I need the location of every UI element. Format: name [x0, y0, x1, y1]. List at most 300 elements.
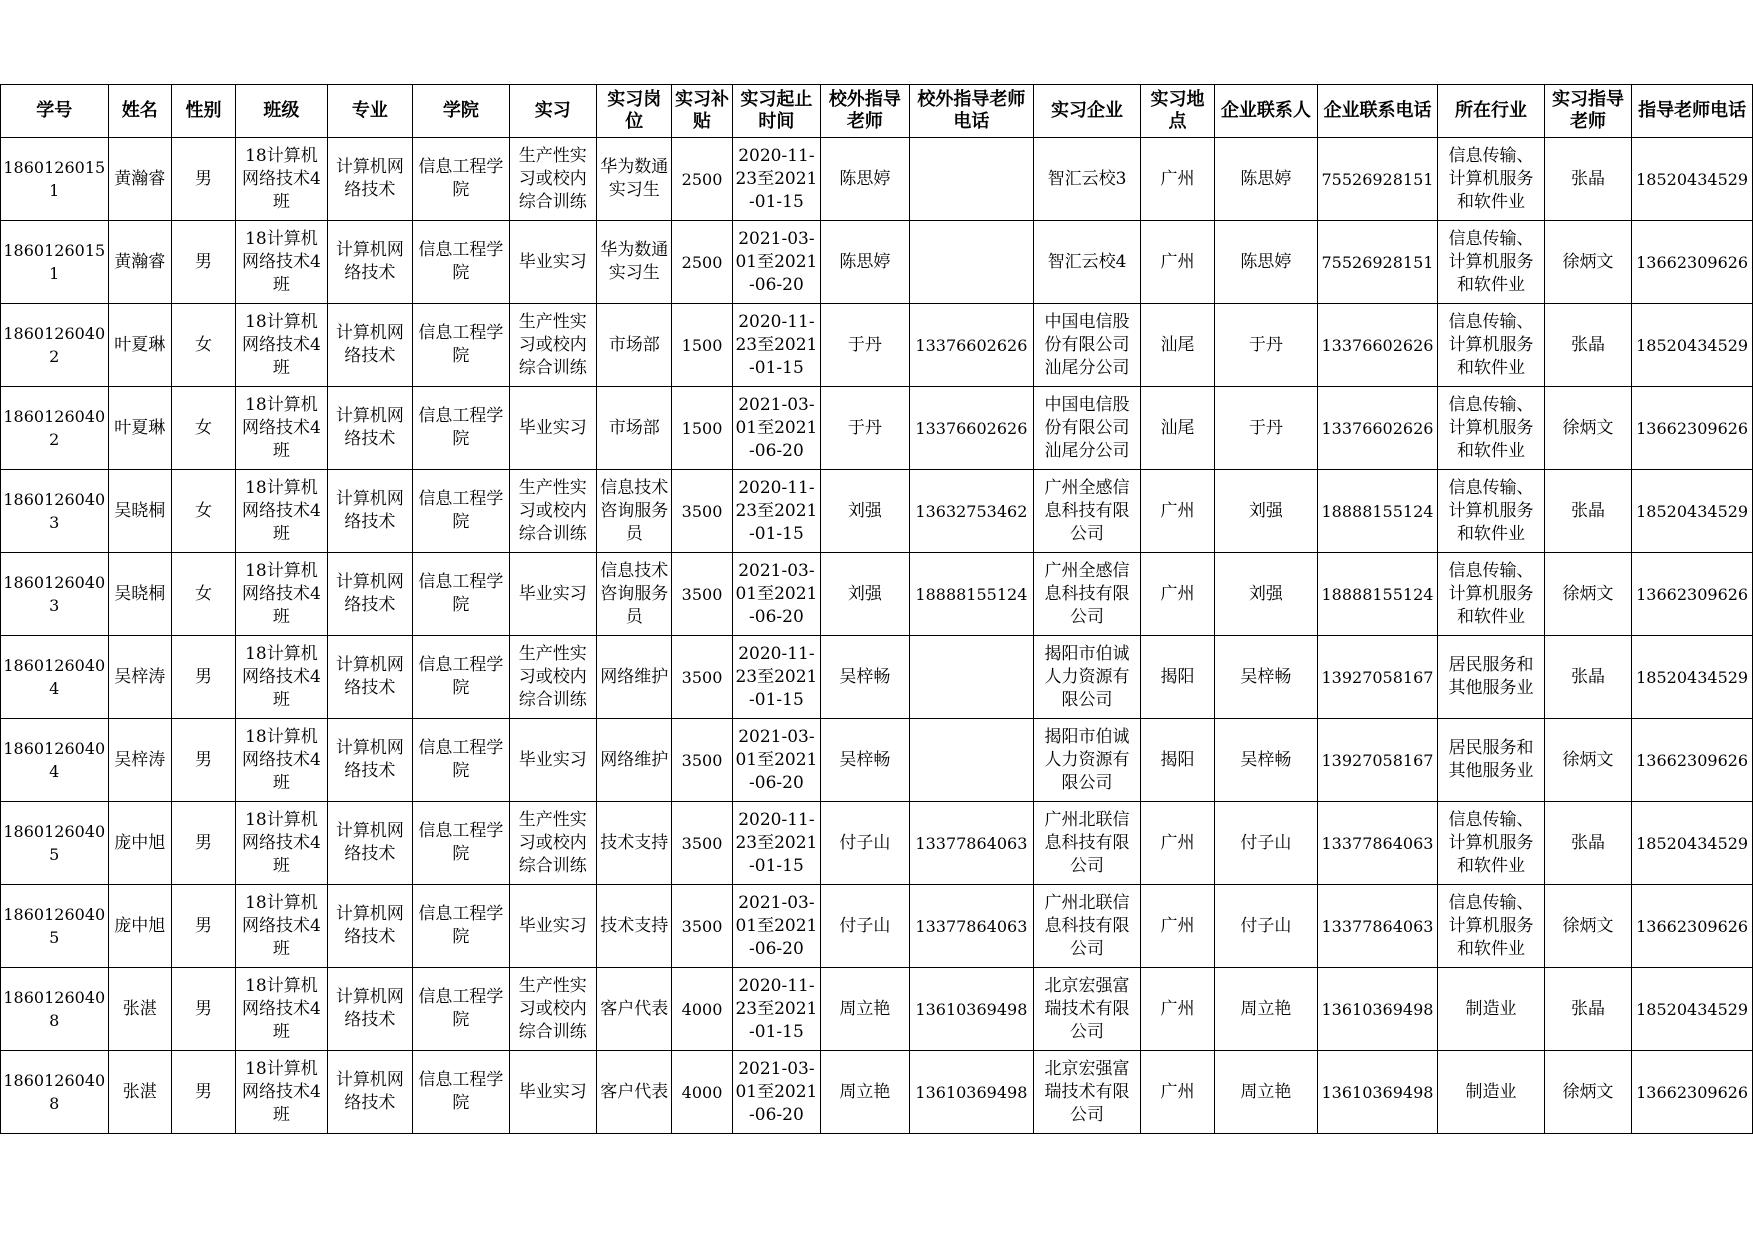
cell-subsidy [672, 1051, 732, 1134]
cell-major-text: 计算机网络技术 [335, 987, 404, 1030]
cell-advisor-text: 徐炳文 [1562, 1081, 1614, 1102]
cell-location-text: 揭阳 [1160, 666, 1195, 687]
table-row [1, 553, 1753, 636]
cell-period [732, 636, 820, 719]
cell-position [597, 138, 672, 221]
cell-period-text: 2020-11-23至2021-01-15 [735, 145, 818, 212]
cell-period [732, 802, 820, 885]
cell-company [1034, 470, 1141, 553]
cell-industry-text: 制造业 [1465, 998, 1517, 1019]
cell-external-advisor-phone-text: 13632753462 [915, 501, 1028, 521]
cell-company-contact-text: 刘强 [1248, 583, 1283, 604]
cell-class [236, 636, 327, 719]
cell-name [108, 885, 171, 968]
cell-company-text: 揭阳市伯诚人力资源有限公司 [1044, 726, 1130, 793]
cell-advisor-text: 张晶 [1571, 334, 1606, 355]
cell-class [236, 802, 327, 885]
cell-college [413, 719, 509, 802]
cell-name-text: 张湛 [122, 998, 157, 1019]
cell-industry [1438, 553, 1545, 636]
header-internship: 实习 [509, 85, 596, 138]
cell-major-text: 计算机网络技术 [335, 240, 404, 283]
cell-internship-type-text: 毕业实习 [518, 915, 587, 936]
cell-external-advisor-phone-text: 13610369498 [915, 1082, 1028, 1102]
cell-industry-text: 居民服务和其他服务业 [1448, 738, 1534, 781]
cell-location-text: 广州 [1160, 168, 1195, 189]
cell-major-text: 计算机网络技术 [335, 323, 404, 366]
cell-external-advisor [821, 802, 909, 885]
cell-subsidy [672, 470, 732, 553]
cell-major-text: 计算机网络技术 [335, 489, 404, 532]
cell-internship-type-text: 生产性实习或校内综合训练 [518, 311, 587, 378]
cell-company [1034, 138, 1141, 221]
cell-internship-type [509, 719, 596, 802]
cell-company-phone [1317, 885, 1438, 968]
cell-position [597, 968, 672, 1051]
cell-company-contact-text: 周立艳 [1240, 1081, 1292, 1102]
cell-location [1140, 221, 1214, 304]
cell-external-advisor-phone [909, 304, 1034, 387]
cell-position [597, 719, 672, 802]
cell-major [327, 636, 412, 719]
cell-student-id-text: 18601260408 [3, 988, 106, 1030]
cell-major [327, 885, 412, 968]
cell-subsidy [672, 304, 732, 387]
cell-external-advisor [821, 387, 909, 470]
cell-subsidy-text: 3500 [681, 584, 723, 604]
cell-company-phone-text: 75526928151 [1321, 169, 1434, 189]
cell-period-text: 2021-03-01至2021-06-20 [735, 560, 818, 627]
cell-external-advisor-phone [909, 138, 1034, 221]
cell-company-phone-text: 13610369498 [1321, 999, 1434, 1019]
cell-student-id-text: 18601260405 [3, 905, 106, 947]
cell-college-text: 信息工程学院 [418, 904, 504, 947]
cell-class-text: 18计算机网络技术4班 [242, 311, 321, 378]
cell-gender [171, 553, 235, 636]
cell-external-advisor-text: 陈思婷 [839, 168, 891, 189]
cell-gender-text: 女 [195, 334, 213, 355]
cell-advisor-phone [1632, 304, 1753, 387]
cell-advisor-phone [1632, 968, 1753, 1051]
cell-student-id [1, 636, 109, 719]
cell-college-text: 信息工程学院 [418, 406, 504, 449]
cell-industry [1438, 387, 1545, 470]
cell-major [327, 968, 412, 1051]
cell-company-contact [1215, 304, 1318, 387]
cell-industry-text: 信息传输、计算机服务和软件业 [1448, 311, 1534, 378]
cell-major [327, 553, 412, 636]
cell-period-text: 2021-03-01至2021-06-20 [735, 726, 818, 793]
cell-industry-text: 制造业 [1465, 1081, 1517, 1102]
cell-major [327, 304, 412, 387]
cell-gender-text: 男 [195, 749, 213, 770]
cell-advisor-phone-text: 18520434529 [1636, 335, 1749, 355]
cell-internship-type [509, 1051, 596, 1134]
cell-internship-type [509, 304, 596, 387]
cell-student-id-text: 18601260404 [3, 739, 106, 781]
cell-company-text: 智汇云校4 [1047, 251, 1127, 272]
cell-external-advisor [821, 553, 909, 636]
cell-name [108, 221, 171, 304]
cell-major-text: 计算机网络技术 [335, 1070, 404, 1113]
cell-external-advisor-text: 付子山 [839, 832, 891, 853]
cell-name-text: 吴晓桐 [114, 500, 166, 521]
cell-advisor [1544, 968, 1631, 1051]
cell-company-contact [1215, 802, 1318, 885]
cell-period [732, 719, 820, 802]
table-row [1, 304, 1753, 387]
cell-class-text: 18计算机网络技术4班 [242, 726, 321, 793]
cell-gender-text: 女 [195, 417, 213, 438]
cell-advisor-phone [1632, 885, 1753, 968]
cell-college-text: 信息工程学院 [418, 489, 504, 532]
cell-major [327, 1051, 412, 1134]
cell-external-advisor-phone [909, 553, 1034, 636]
cell-major-text: 计算机网络技术 [335, 738, 404, 781]
table-row [1, 636, 1753, 719]
cell-company-text: 智汇云校3 [1047, 168, 1127, 189]
cell-name-text: 叶夏琳 [114, 334, 166, 355]
cell-period [732, 553, 820, 636]
cell-name [108, 470, 171, 553]
cell-location [1140, 968, 1214, 1051]
cell-college [413, 968, 509, 1051]
cell-advisor-phone-text: 13662309626 [1636, 1082, 1749, 1102]
cell-location [1140, 802, 1214, 885]
cell-location [1140, 553, 1214, 636]
cell-major-text: 计算机网络技术 [335, 655, 404, 698]
cell-class-text: 18计算机网络技术4班 [242, 477, 321, 544]
cell-company-contact-text: 陈思婷 [1240, 251, 1292, 272]
cell-company [1034, 1051, 1141, 1134]
cell-location [1140, 1051, 1214, 1134]
cell-subsidy [672, 968, 732, 1051]
cell-advisor-text: 徐炳文 [1562, 749, 1614, 770]
cell-internship-type-text: 毕业实习 [518, 417, 587, 438]
cell-position-text: 客户代表 [600, 1081, 669, 1102]
cell-company-contact-text: 于丹 [1248, 417, 1283, 438]
cell-period [732, 221, 820, 304]
cell-industry-text: 信息传输、计算机服务和软件业 [1448, 145, 1534, 212]
cell-period [732, 304, 820, 387]
cell-company [1034, 221, 1141, 304]
cell-company [1034, 304, 1141, 387]
cell-gender-text: 男 [195, 998, 213, 1019]
cell-internship-type [509, 387, 596, 470]
cell-internship-type [509, 968, 596, 1051]
cell-external-advisor-text: 于丹 [847, 334, 882, 355]
cell-major [327, 138, 412, 221]
cell-position [597, 387, 672, 470]
cell-college [413, 470, 509, 553]
header-major: 专业 [327, 85, 412, 138]
cell-student-id-text: 18601260403 [3, 490, 106, 532]
cell-gender [171, 719, 235, 802]
cell-name-text: 张湛 [122, 1081, 157, 1102]
table-row [1, 885, 1753, 968]
cell-external-advisor [821, 221, 909, 304]
cell-external-advisor [821, 968, 909, 1051]
cell-college [413, 387, 509, 470]
cell-gender-text: 女 [195, 500, 213, 521]
cell-position [597, 1051, 672, 1134]
table-row [1, 221, 1753, 304]
cell-subsidy-text: 3500 [681, 916, 723, 936]
cell-gender-text: 男 [195, 168, 213, 189]
cell-major-text: 计算机网络技术 [335, 572, 404, 615]
cell-company-contact-text: 付子山 [1240, 832, 1292, 853]
cell-period-text: 2021-03-01至2021-06-20 [735, 892, 818, 959]
cell-college-text: 信息工程学院 [418, 987, 504, 1030]
cell-major [327, 221, 412, 304]
cell-subsidy [672, 802, 732, 885]
cell-class [236, 470, 327, 553]
cell-advisor-phone-text: 18520434529 [1636, 667, 1749, 687]
cell-college [413, 885, 509, 968]
cell-period [732, 138, 820, 221]
cell-company-phone-text: 13376602626 [1321, 418, 1434, 438]
table-row [1, 802, 1753, 885]
cell-company [1034, 968, 1141, 1051]
cell-industry-text: 信息传输、计算机服务和软件业 [1448, 892, 1534, 959]
cell-external-advisor-phone [909, 387, 1034, 470]
cell-name-text: 庞中旭 [114, 832, 166, 853]
cell-student-id [1, 553, 109, 636]
cell-industry [1438, 719, 1545, 802]
cell-college [413, 802, 509, 885]
cell-period-text: 2020-11-23至2021-01-15 [735, 809, 818, 876]
cell-external-advisor-phone-text: 13377864063 [915, 833, 1028, 853]
cell-class-text: 18计算机网络技术4班 [242, 145, 321, 212]
cell-external-advisor [821, 636, 909, 719]
table-row [1, 387, 1753, 470]
cell-external-advisor-phone-text: 18888155124 [915, 584, 1028, 604]
cell-position [597, 802, 672, 885]
cell-company-contact [1215, 138, 1318, 221]
cell-internship-type [509, 221, 596, 304]
cell-position [597, 885, 672, 968]
cell-internship-type-text: 毕业实习 [518, 749, 587, 770]
cell-internship-type [509, 553, 596, 636]
cell-college [413, 221, 509, 304]
cell-external-advisor-phone-text: 13376602626 [915, 418, 1028, 438]
cell-name [108, 968, 171, 1051]
cell-advisor-phone-text: 18520434529 [1636, 501, 1749, 521]
cell-class-text: 18计算机网络技术4班 [242, 975, 321, 1042]
cell-subsidy [672, 138, 732, 221]
header-industry: 所在行业 [1438, 85, 1545, 138]
cell-industry-text: 信息传输、计算机服务和软件业 [1448, 560, 1534, 627]
cell-position-text: 市场部 [608, 334, 660, 355]
header-company: 实习企业 [1034, 85, 1141, 138]
cell-class-text: 18计算机网络技术4班 [242, 643, 321, 710]
cell-student-id-text: 18601260151 [3, 158, 106, 200]
cell-industry-text: 信息传输、计算机服务和软件业 [1448, 228, 1534, 295]
cell-subsidy-text: 3500 [681, 501, 723, 521]
cell-class-text: 18计算机网络技术4班 [242, 809, 321, 876]
cell-gender [171, 1051, 235, 1134]
cell-location-text: 广州 [1160, 1081, 1195, 1102]
cell-student-id [1, 470, 109, 553]
cell-location-text: 广州 [1160, 251, 1195, 272]
cell-location-text: 广州 [1160, 500, 1195, 521]
cell-gender [171, 138, 235, 221]
cell-industry-text: 居民服务和其他服务业 [1448, 655, 1534, 698]
cell-company-contact [1215, 470, 1318, 553]
cell-advisor-phone [1632, 470, 1753, 553]
cell-position [597, 553, 672, 636]
cell-college-text: 信息工程学院 [418, 1070, 504, 1113]
cell-student-id [1, 1051, 109, 1134]
cell-industry-text: 信息传输、计算机服务和软件业 [1448, 809, 1534, 876]
cell-subsidy-text: 4000 [681, 999, 723, 1019]
cell-location [1140, 470, 1214, 553]
cell-company-text: 北京宏强富瑞技术有限公司 [1044, 975, 1130, 1042]
cell-company-phone-text: 13927058167 [1321, 667, 1434, 687]
cell-location [1140, 138, 1214, 221]
cell-company-contact-text: 付子山 [1240, 915, 1292, 936]
cell-company-contact [1215, 387, 1318, 470]
cell-student-id [1, 304, 109, 387]
cell-name-text: 黄瀚睿 [114, 251, 166, 272]
cell-college-text: 信息工程学院 [418, 572, 504, 615]
cell-name [108, 304, 171, 387]
cell-name-text: 吴晓桐 [114, 583, 166, 604]
cell-position [597, 221, 672, 304]
cell-external-advisor [821, 138, 909, 221]
cell-advisor-text: 张晶 [1571, 998, 1606, 1019]
cell-company-phone [1317, 802, 1438, 885]
cell-location-text: 广州 [1160, 583, 1195, 604]
cell-class [236, 138, 327, 221]
cell-gender-text: 男 [195, 251, 213, 272]
cell-name [108, 636, 171, 719]
cell-company-text: 广州北联信息科技有限公司 [1044, 892, 1130, 959]
cell-internship-type-text: 生产性实习或校内综合训练 [518, 643, 587, 710]
cell-internship-type [509, 885, 596, 968]
cell-internship-type-text: 毕业实习 [518, 1081, 587, 1102]
cell-company-text: 北京宏强富瑞技术有限公司 [1044, 1058, 1130, 1125]
cell-industry [1438, 221, 1545, 304]
cell-advisor-phone-text: 13662309626 [1636, 252, 1749, 272]
cell-company-contact [1215, 719, 1318, 802]
cell-advisor-phone [1632, 138, 1753, 221]
header-position: 实习岗位 [597, 85, 672, 138]
cell-internship-type-text: 生产性实习或校内综合训练 [518, 145, 587, 212]
table-row [1, 1051, 1753, 1134]
cell-student-id-text: 18601260402 [3, 324, 106, 366]
cell-company-contact-text: 周立艳 [1240, 998, 1292, 1019]
cell-company [1034, 636, 1141, 719]
cell-position [597, 470, 672, 553]
cell-period [732, 1051, 820, 1134]
cell-advisor-phone [1632, 802, 1753, 885]
cell-industry-text: 信息传输、计算机服务和软件业 [1448, 394, 1534, 461]
cell-class [236, 719, 327, 802]
cell-company-phone [1317, 636, 1438, 719]
cell-company-phone [1317, 304, 1438, 387]
cell-name [108, 802, 171, 885]
cell-gender [171, 304, 235, 387]
cell-name [108, 553, 171, 636]
cell-advisor-phone [1632, 221, 1753, 304]
cell-subsidy [672, 719, 732, 802]
cell-advisor [1544, 470, 1631, 553]
cell-position-text: 技术支持 [600, 915, 669, 936]
header-subsidy: 实习补贴 [672, 85, 732, 138]
header-row [1, 85, 1753, 138]
cell-advisor-text: 张晶 [1571, 500, 1606, 521]
cell-class [236, 553, 327, 636]
cell-company-phone-text: 13377864063 [1321, 916, 1434, 936]
cell-external-advisor-phone [909, 1051, 1034, 1134]
cell-company-text: 广州北联信息科技有限公司 [1044, 809, 1130, 876]
cell-external-advisor-phone [909, 802, 1034, 885]
cell-name-text: 叶夏琳 [114, 417, 166, 438]
cell-location [1140, 304, 1214, 387]
cell-college [413, 553, 509, 636]
cell-company-phone [1317, 138, 1438, 221]
cell-internship-type [509, 636, 596, 719]
cell-name [108, 387, 171, 470]
cell-class-text: 18计算机网络技术4班 [242, 1058, 321, 1125]
cell-company-phone [1317, 470, 1438, 553]
cell-company-phone [1317, 719, 1438, 802]
cell-class-text: 18计算机网络技术4班 [242, 892, 321, 959]
cell-advisor [1544, 885, 1631, 968]
cell-subsidy [672, 387, 732, 470]
cell-advisor [1544, 138, 1631, 221]
cell-position-text: 信息技术咨询服务员 [600, 560, 669, 627]
cell-college-text: 信息工程学院 [418, 157, 504, 200]
cell-company-contact [1215, 968, 1318, 1051]
cell-period-text: 2021-03-01至2021-06-20 [735, 228, 818, 295]
cell-subsidy-text: 3500 [681, 667, 723, 687]
cell-gender-text: 女 [195, 583, 213, 604]
cell-internship-type-text: 生产性实习或校内综合训练 [518, 975, 587, 1042]
cell-major-text: 计算机网络技术 [335, 406, 404, 449]
cell-industry [1438, 802, 1545, 885]
cell-student-id [1, 387, 109, 470]
table-row [1, 968, 1753, 1051]
cell-period-text: 2020-11-23至2021-01-15 [735, 975, 818, 1042]
cell-external-advisor-text: 陈思婷 [839, 251, 891, 272]
header-external-advisor: 校外指导老师 [821, 85, 909, 138]
cell-company-phone [1317, 221, 1438, 304]
cell-position-text: 华为数通实习生 [600, 240, 669, 283]
cell-subsidy-text: 3500 [681, 750, 723, 770]
cell-company-text: 广州全感信息科技有限公司 [1044, 477, 1130, 544]
cell-location-text: 广州 [1160, 832, 1195, 853]
cell-class [236, 387, 327, 470]
cell-gender [171, 968, 235, 1051]
cell-advisor [1544, 553, 1631, 636]
cell-position-text: 市场部 [608, 417, 660, 438]
cell-major [327, 387, 412, 470]
cell-industry [1438, 304, 1545, 387]
cell-company [1034, 387, 1141, 470]
cell-period-text: 2021-03-01至2021-06-20 [735, 394, 818, 461]
cell-advisor-phone-text: 13662309626 [1636, 750, 1749, 770]
table-row [1, 719, 1753, 802]
cell-student-id-text: 18601260151 [3, 241, 106, 283]
cell-period-text: 2021-03-01至2021-06-20 [735, 1058, 818, 1125]
cell-company-phone-text: 13610369498 [1321, 1082, 1434, 1102]
cell-student-id-text: 18601260404 [3, 656, 106, 698]
cell-location-text: 揭阳 [1160, 749, 1195, 770]
cell-major [327, 470, 412, 553]
header-location: 实习地点 [1140, 85, 1214, 138]
